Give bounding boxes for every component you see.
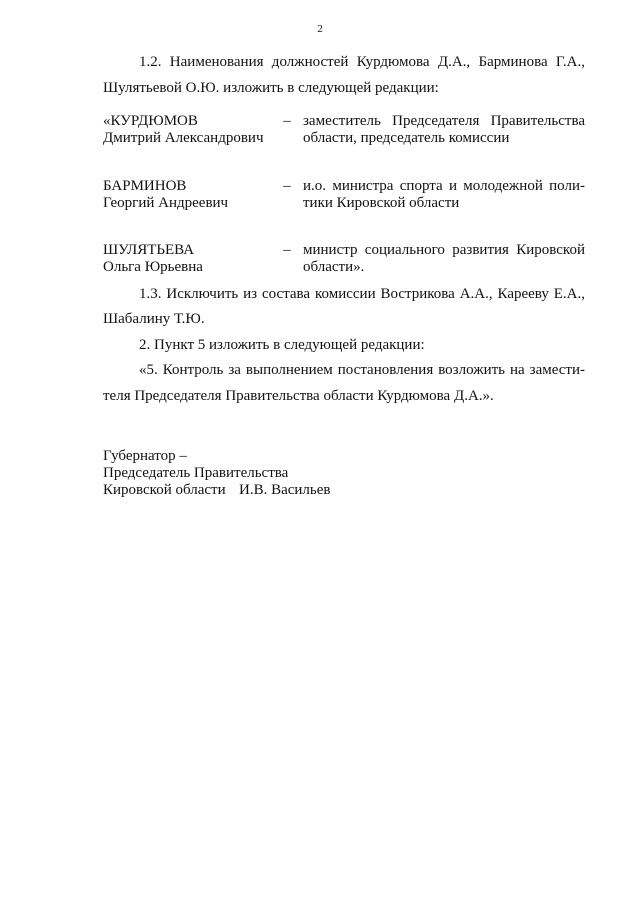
signer-name: И.В. Васильев — [239, 482, 331, 498]
person-name: Дмитрий Александрович — [103, 130, 264, 146]
person-dash: – — [283, 113, 291, 129]
para-5-line-2: теля Председателя Правительства области Курдюмова Д.А.». — [103, 388, 494, 404]
para-1-3-line-1: 1.3. Исключить из состава комиссии Вострикова А.А., Карееву Е.А., — [139, 286, 585, 302]
person-position-line-2: тики Кировской области — [303, 195, 460, 211]
para-2: 2. Пункт 5 изложить в следующей редакции: — [139, 337, 425, 353]
signature-title-line-1: Губернатор – — [103, 448, 187, 464]
person-surname: БАРМИНОВ — [103, 178, 187, 194]
para-1-2-line-2: Шулятьевой О.Ю. изложить в следующей редакции: — [103, 80, 439, 96]
person-dash: – — [283, 242, 291, 258]
person-name: Ольга Юрьевна — [103, 259, 203, 275]
person-position-line-1: и.о. министра спорта и молодежной поли- — [303, 178, 585, 194]
person-position-line-2: области, председатель комиссии — [303, 130, 510, 146]
para-1-2-line-1: 1.2. Наименования должностей Курдюмова Д.А., Барминова Г.А., — [139, 54, 585, 70]
person-dash: – — [283, 178, 291, 194]
page-number: 2 — [317, 23, 323, 35]
person-name: Георгий Андреевич — [103, 195, 229, 211]
signature-title-line-3: Кировской области — [103, 482, 226, 498]
para-5-line-1: «5. Контроль за выполнением постановления возложить на замести- — [139, 362, 585, 378]
para-1-3-line-2: Шабалину Т.Ю. — [103, 311, 205, 327]
person-position-line-2: области». — [303, 259, 365, 275]
person-position-line-1: заместитель Председателя Правительства — [303, 113, 585, 129]
person-surname: «КУРДЮМОВ — [103, 113, 198, 129]
signature-title-line-2: Председатель Правительства — [103, 465, 289, 481]
person-position-line-1: министр социального развития Кировской — [303, 242, 585, 258]
person-surname: ШУЛЯТЬЕВА — [103, 242, 195, 258]
